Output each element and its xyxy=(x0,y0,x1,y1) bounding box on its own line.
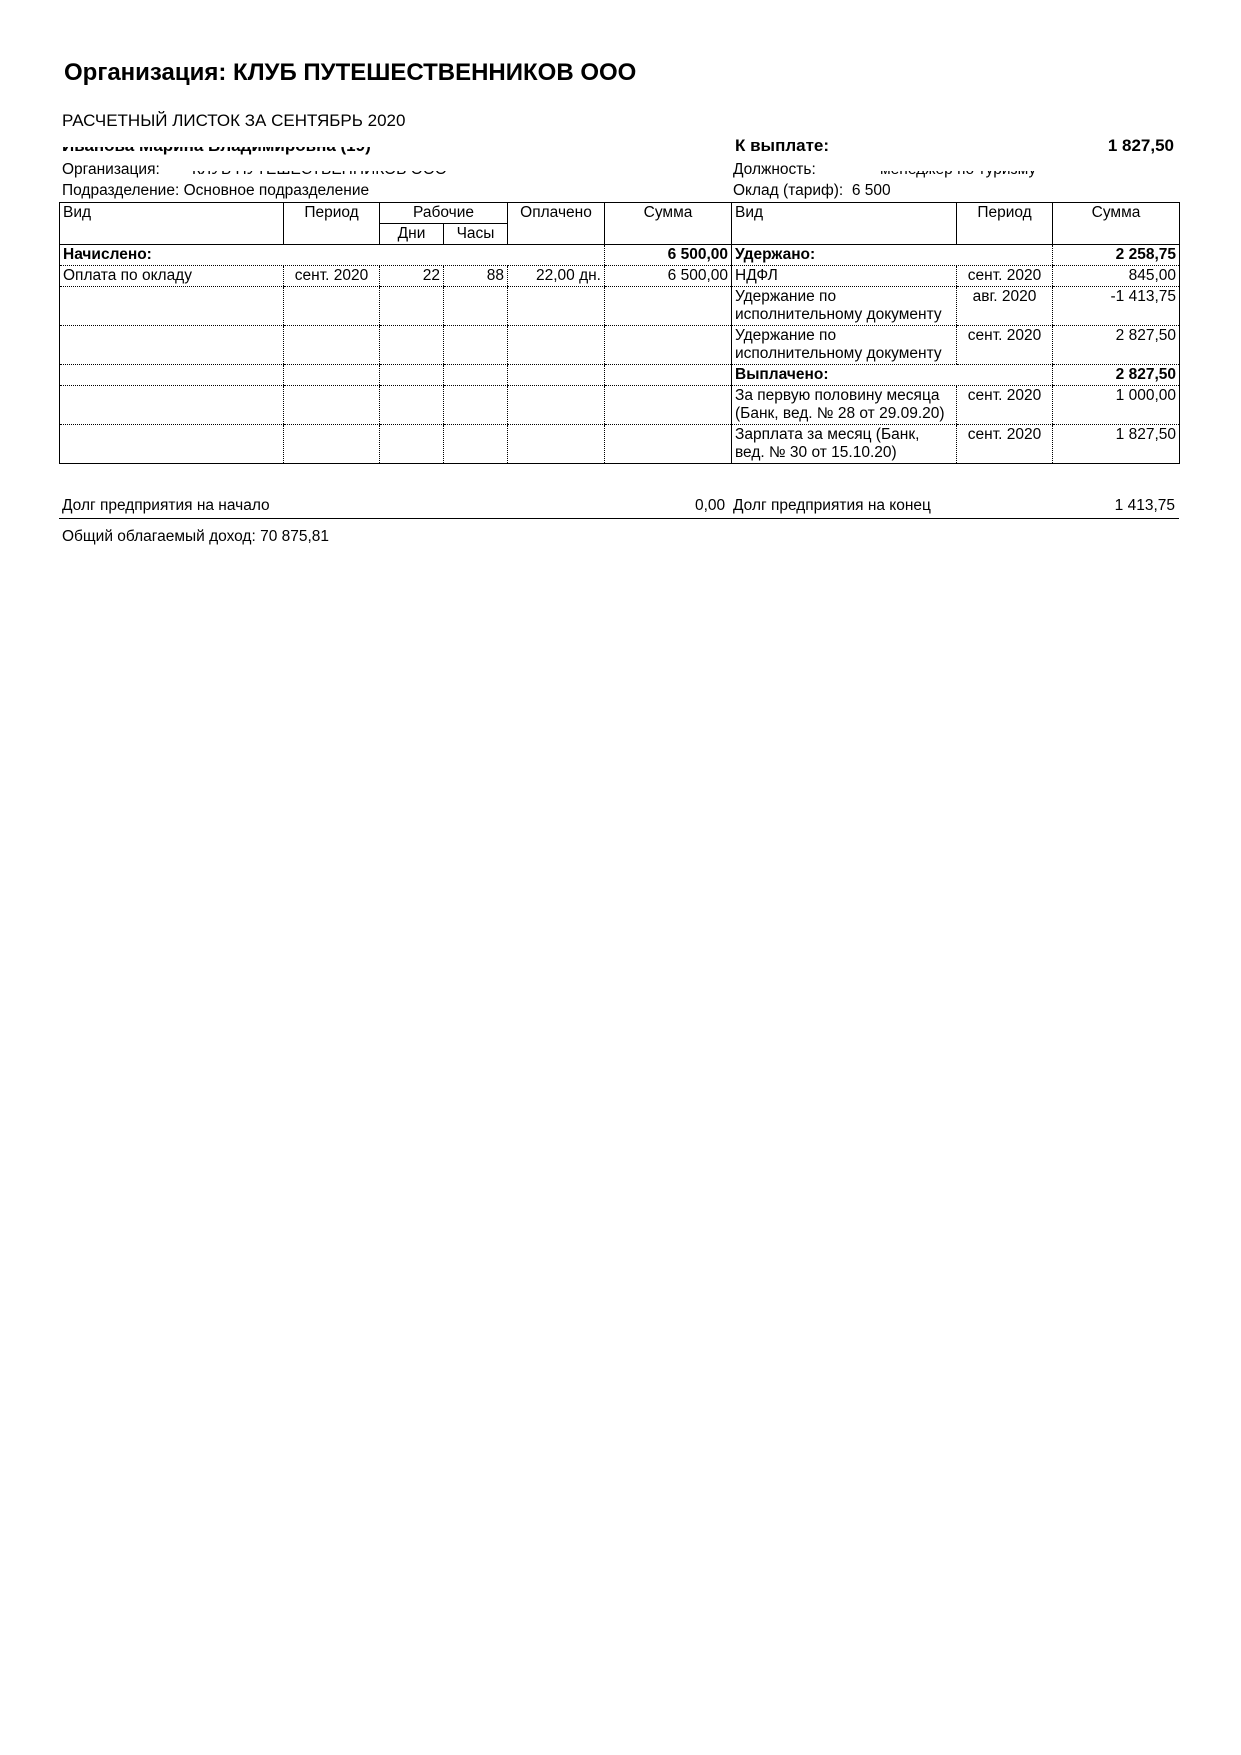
position-value xyxy=(880,161,1036,179)
empty-cell xyxy=(60,425,284,464)
empty-cell xyxy=(508,386,605,425)
payslip-table xyxy=(59,202,1180,464)
empty-cell xyxy=(444,326,508,365)
col-days: Дни xyxy=(380,224,444,245)
salary-label: Оклад (тариф): xyxy=(733,182,844,199)
empty-cell xyxy=(444,425,508,464)
row-sum-right: 845,00 xyxy=(1053,266,1180,287)
salary-line xyxy=(733,182,891,200)
empty-cell xyxy=(284,326,380,365)
empty-cell xyxy=(508,326,605,365)
withheld-total: 2 258,75 xyxy=(1053,245,1180,266)
row-period-right: сент. 2020 xyxy=(957,425,1053,464)
row-period-right: сент. 2020 xyxy=(957,386,1053,425)
empty-cell xyxy=(60,326,284,365)
salary-value: 6 500 xyxy=(851,182,891,199)
empty-cell xyxy=(605,326,732,365)
debt-start-value: 0,00 xyxy=(695,497,726,514)
row-period-right: сент. 2020 xyxy=(957,326,1053,365)
organization-value xyxy=(192,161,447,179)
row-vid-right: Удержание по исполнительному документу xyxy=(732,287,957,326)
row-vid-right: Удержание по исполнительному документу xyxy=(732,326,957,365)
row-sum: 6 500,00 xyxy=(605,266,732,287)
row-vid: Оплата по окладу xyxy=(60,266,284,287)
withheld-label: Удержано: xyxy=(732,245,1053,266)
empty-cell xyxy=(380,365,444,386)
row-period-right: сент. 2020 xyxy=(957,266,1053,287)
empty-cell xyxy=(380,386,444,425)
row-sum-right: 1 827,50 xyxy=(1053,425,1180,464)
empty-cell xyxy=(60,386,284,425)
row-sum-right: -1 413,75 xyxy=(1053,287,1180,326)
row-vid-right: За первую половину месяца (Банк, вед. № 28 от 29.09.20) xyxy=(732,386,957,425)
empty-cell xyxy=(605,287,732,326)
accrued-label: Начислено: xyxy=(60,245,605,266)
col-period: Период xyxy=(284,203,380,245)
empty-cell xyxy=(508,425,605,464)
empty-cell xyxy=(605,365,732,386)
division-value: Основное подразделение xyxy=(183,182,370,199)
col-sum: Сумма xyxy=(605,203,732,245)
empty-cell xyxy=(60,365,284,386)
to-pay-value: 1 827,50 xyxy=(1107,136,1174,155)
header-row xyxy=(60,203,1180,224)
table-row xyxy=(60,386,1180,425)
table-row xyxy=(60,326,1180,365)
accrued-total: 6 500,00 xyxy=(605,245,732,266)
row-period-right: авг. 2020 xyxy=(957,287,1053,326)
col-period-right: Период xyxy=(957,203,1053,245)
row-sum-right: 2 827,50 xyxy=(1053,326,1180,365)
empty-cell xyxy=(380,287,444,326)
table-row xyxy=(60,287,1180,326)
debt-start-label: Долг предприятия на начало xyxy=(62,497,270,514)
debt-end-value: 1 413,75 xyxy=(1114,497,1175,514)
empty-cell xyxy=(284,425,380,464)
empty-cell xyxy=(284,287,380,326)
employee-name xyxy=(62,136,371,156)
col-paid: Оплачено xyxy=(508,203,605,245)
empty-cell xyxy=(605,386,732,425)
row-sum-right: 1 000,00 xyxy=(1053,386,1180,425)
row-paid: 22,00 дн. xyxy=(508,266,605,287)
col-sum-right: Сумма xyxy=(1053,203,1180,245)
row-vid-right: НДФЛ xyxy=(732,266,957,287)
empty-cell xyxy=(508,287,605,326)
empty-cell xyxy=(380,425,444,464)
col-vid-right: Вид xyxy=(732,203,957,245)
empty-cell xyxy=(508,365,605,386)
debt-end-label: Долг предприятия на конец xyxy=(733,497,931,514)
col-vid: Вид xyxy=(60,203,284,245)
empty-cell xyxy=(380,326,444,365)
position-label: Должность: xyxy=(733,161,816,178)
totals-row xyxy=(60,245,1180,266)
empty-cell xyxy=(60,287,284,326)
row-vid-right: Зарплата за месяц (Банк, вед. № 30 от 15.10.20) xyxy=(732,425,957,464)
empty-cell xyxy=(605,425,732,464)
paid-label: Выплачено: xyxy=(732,365,1053,386)
row-period: сент. 2020 xyxy=(284,266,380,287)
to-pay-label: К выплате: xyxy=(735,136,830,155)
organization-label: Организация: xyxy=(62,161,160,178)
col-hours: Часы xyxy=(444,224,508,245)
row-days: 22 xyxy=(380,266,444,287)
footer-divider xyxy=(59,518,1179,519)
table-row xyxy=(60,266,1180,287)
table-row xyxy=(60,425,1180,464)
division-line xyxy=(62,182,369,200)
taxable-income: Общий облагаемый доход: 70 875,81 xyxy=(62,528,330,545)
row-hours: 88 xyxy=(444,266,508,287)
empty-cell xyxy=(444,386,508,425)
paid-total: 2 827,50 xyxy=(1053,365,1180,386)
col-work: Рабочие xyxy=(380,203,508,224)
paid-total-row xyxy=(60,365,1180,386)
empty-cell xyxy=(444,365,508,386)
empty-cell xyxy=(284,386,380,425)
division-label: Подразделение: xyxy=(62,182,180,199)
document-title: РАСЧЕТНЫЙ ЛИСТОК ЗА СЕНТЯБРЬ 2020 xyxy=(62,111,406,130)
organization-title: Организация: КЛУБ ПУТЕШЕСТВЕННИКОВ ООО xyxy=(64,59,637,86)
empty-cell xyxy=(284,365,380,386)
empty-cell xyxy=(444,287,508,326)
